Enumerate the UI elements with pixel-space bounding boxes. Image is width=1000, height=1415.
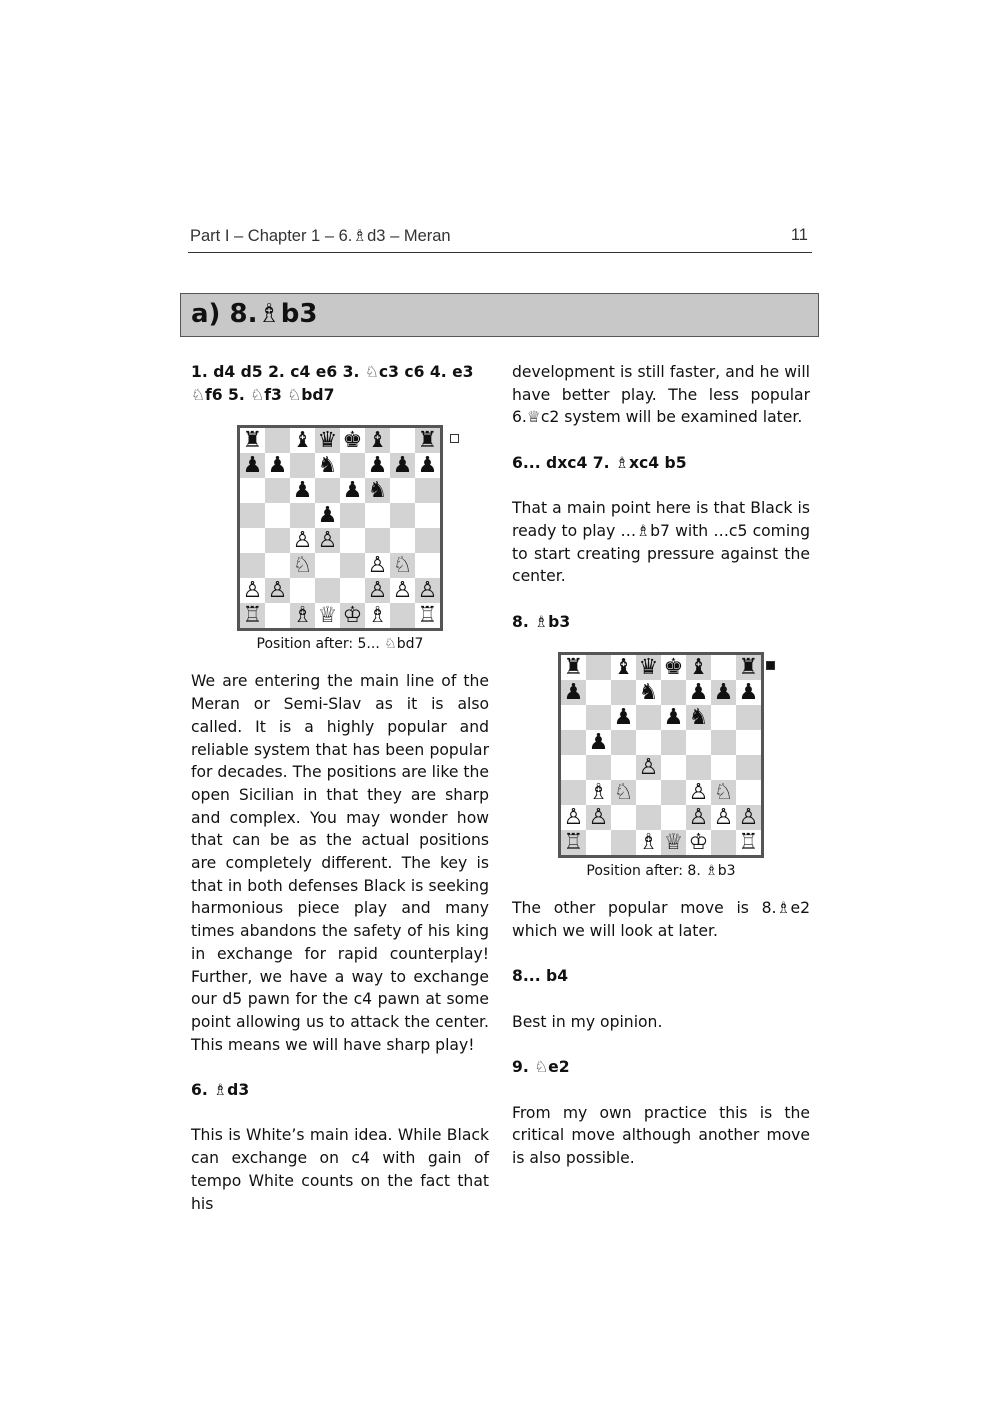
square-f4 bbox=[365, 528, 390, 553]
square-g8 bbox=[711, 655, 736, 680]
square-c2 bbox=[290, 578, 315, 603]
square-a3 bbox=[561, 780, 586, 805]
square-d8: ♛ bbox=[636, 655, 661, 680]
square-h4 bbox=[415, 528, 440, 553]
header-title: Part I – Chapter 1 – 6.♗d3 – Meran bbox=[190, 227, 451, 245]
square-c3: ♘ bbox=[611, 780, 636, 805]
square-b4 bbox=[265, 528, 290, 553]
square-f3: ♙ bbox=[686, 780, 711, 805]
square-b3 bbox=[265, 553, 290, 578]
black-to-move-indicator bbox=[766, 661, 775, 670]
chess-diagram-1 bbox=[237, 425, 443, 631]
square-h6 bbox=[736, 705, 761, 730]
square-d5 bbox=[636, 730, 661, 755]
square-h8: ♜ bbox=[736, 655, 761, 680]
chess-diagram-2 bbox=[558, 652, 764, 858]
square-g8 bbox=[390, 428, 415, 453]
square-c7 bbox=[611, 680, 636, 705]
right-column bbox=[512, 361, 810, 1170]
square-f2: ♙ bbox=[686, 805, 711, 830]
square-h3 bbox=[415, 553, 440, 578]
square-b4 bbox=[586, 755, 611, 780]
square-f8: ♝ bbox=[365, 428, 390, 453]
square-b1 bbox=[586, 830, 611, 855]
square-a8: ♜ bbox=[240, 428, 265, 453]
square-e8: ♚ bbox=[340, 428, 365, 453]
square-e1: ♕ bbox=[661, 830, 686, 855]
square-a1: ♖ bbox=[561, 830, 586, 855]
square-f8: ♝ bbox=[686, 655, 711, 680]
square-e4 bbox=[340, 528, 365, 553]
square-b3: ♗ bbox=[586, 780, 611, 805]
square-a6 bbox=[561, 705, 586, 730]
paragraph-main-point: That a main point here is that Black is ready to play …♗b7 with …c5 coming to start creating pressure against the center. bbox=[512, 499, 810, 586]
square-c1 bbox=[611, 830, 636, 855]
square-d8: ♛ bbox=[315, 428, 340, 453]
square-e7 bbox=[340, 453, 365, 478]
square-d6 bbox=[315, 478, 340, 503]
paragraph-other-move: The other popular move is 8.♗e2 which we will look at later. bbox=[512, 899, 810, 941]
chess-board-1 bbox=[237, 425, 443, 631]
square-h1: ♖ bbox=[415, 603, 440, 628]
running-header bbox=[188, 226, 812, 253]
square-d3 bbox=[315, 553, 340, 578]
square-c4: ♙ bbox=[290, 528, 315, 553]
square-h8: ♜ bbox=[415, 428, 440, 453]
square-c8: ♝ bbox=[611, 655, 636, 680]
square-b1 bbox=[265, 603, 290, 628]
square-c8: ♝ bbox=[290, 428, 315, 453]
square-g1 bbox=[390, 603, 415, 628]
square-a7: ♟ bbox=[561, 680, 586, 705]
square-g4 bbox=[390, 528, 415, 553]
square-h5 bbox=[736, 730, 761, 755]
square-h7: ♟ bbox=[736, 680, 761, 705]
square-a4 bbox=[561, 755, 586, 780]
move-6-bd3: 6. ♗d3 bbox=[191, 1081, 250, 1100]
diagram2-caption: Position after: 8. ♗b3 bbox=[586, 863, 736, 880]
square-g3: ♘ bbox=[711, 780, 736, 805]
square-h6 bbox=[415, 478, 440, 503]
diagram1-caption: Position after: 5... ♘bd7 bbox=[256, 636, 424, 653]
square-h3 bbox=[736, 780, 761, 805]
square-d7: ♞ bbox=[315, 453, 340, 478]
square-f6: ♞ bbox=[686, 705, 711, 730]
square-a7: ♟ bbox=[240, 453, 265, 478]
square-d4: ♙ bbox=[315, 528, 340, 553]
square-a6 bbox=[240, 478, 265, 503]
move-9-ne2: 9. ♘e2 bbox=[512, 1058, 570, 1077]
square-e3 bbox=[340, 553, 365, 578]
square-e2 bbox=[661, 805, 686, 830]
page-number: 11 bbox=[790, 226, 808, 244]
square-f5 bbox=[686, 730, 711, 755]
square-f1: ♔ bbox=[686, 830, 711, 855]
white-to-move-indicator bbox=[450, 434, 459, 443]
square-e5 bbox=[661, 730, 686, 755]
move-8-bb3: 8. ♗b3 bbox=[512, 612, 571, 631]
square-e8: ♚ bbox=[661, 655, 686, 680]
square-e3 bbox=[661, 780, 686, 805]
section-title: a) 8.♗b3 bbox=[191, 299, 318, 329]
square-e2 bbox=[340, 578, 365, 603]
square-f4 bbox=[686, 755, 711, 780]
square-c4 bbox=[611, 755, 636, 780]
square-a2: ♙ bbox=[561, 805, 586, 830]
square-e7 bbox=[661, 680, 686, 705]
square-h4 bbox=[736, 755, 761, 780]
square-a5 bbox=[561, 730, 586, 755]
paragraph-practice: From my own practice this is the critical move although another move is also possible. bbox=[512, 1103, 810, 1168]
square-a2: ♙ bbox=[240, 578, 265, 603]
square-e6: ♟ bbox=[340, 478, 365, 503]
square-h7: ♟ bbox=[415, 453, 440, 478]
square-e5 bbox=[340, 503, 365, 528]
square-c3: ♘ bbox=[290, 553, 315, 578]
square-c5 bbox=[290, 503, 315, 528]
square-g2: ♙ bbox=[711, 805, 736, 830]
square-c6: ♟ bbox=[611, 705, 636, 730]
square-b5 bbox=[265, 503, 290, 528]
square-b6 bbox=[586, 705, 611, 730]
square-d4: ♙ bbox=[636, 755, 661, 780]
square-f3: ♙ bbox=[365, 553, 390, 578]
square-b8 bbox=[586, 655, 611, 680]
square-d5: ♟ bbox=[315, 503, 340, 528]
square-g2: ♙ bbox=[390, 578, 415, 603]
left-column bbox=[191, 361, 489, 1215]
square-g1 bbox=[711, 830, 736, 855]
square-b8 bbox=[265, 428, 290, 453]
square-a5 bbox=[240, 503, 265, 528]
square-g7: ♟ bbox=[390, 453, 415, 478]
square-a1: ♖ bbox=[240, 603, 265, 628]
paragraph-main-idea: This is White’s main idea. While Black can exchange on c4 with gain of tempo White counts on the fact that his bbox=[191, 1126, 489, 1213]
square-f5 bbox=[365, 503, 390, 528]
square-h2: ♙ bbox=[736, 805, 761, 830]
square-b2: ♙ bbox=[586, 805, 611, 830]
square-g4 bbox=[711, 755, 736, 780]
move-6-dxc4: 6... dxc4 7. ♗xc4 b5 bbox=[512, 453, 687, 472]
square-d2 bbox=[636, 805, 661, 830]
square-f2: ♙ bbox=[365, 578, 390, 603]
paragraph-meran-intro: We are entering the main line of the Meran or Semi-Slav as it is also called. It is a highly popular and reliable system that has been popular for decades. The positions are like the open Sicilian in that they are sharp and complex. You may wonder how that can be as the actual positions are completely different. The key is that in both defenses Black is seeking harmonious piece play and many times abandons the safety of his king in exchange for rapid counterplay! Further, we have a way to exchange our d5 pawn for the c4 pawn at some point allowing us to attack the center. This means we will have sharp play! bbox=[191, 672, 489, 1054]
square-a4 bbox=[240, 528, 265, 553]
paragraph-best: Best in my opinion. bbox=[512, 1012, 663, 1031]
square-f7: ♟ bbox=[365, 453, 390, 478]
chess-board-2 bbox=[558, 652, 764, 858]
square-d3 bbox=[636, 780, 661, 805]
square-d6 bbox=[636, 705, 661, 730]
square-f7: ♟ bbox=[686, 680, 711, 705]
moves-intro: 1. d4 d5 2. c4 e6 3. ♘c3 c6 4. e3 ♘f6 5. ♘f3 ♘bd7 bbox=[191, 363, 474, 404]
square-b2: ♙ bbox=[265, 578, 290, 603]
square-c6: ♟ bbox=[290, 478, 315, 503]
square-g7: ♟ bbox=[711, 680, 736, 705]
square-g6 bbox=[390, 478, 415, 503]
square-b5: ♟ bbox=[586, 730, 611, 755]
paragraph-development: development is still faster, and he will have better play. The less popular 6.♕c2 system will be examined later. bbox=[512, 363, 810, 427]
square-d1: ♕ bbox=[315, 603, 340, 628]
move-8-b4: 8... b4 bbox=[512, 967, 569, 986]
square-d2 bbox=[315, 578, 340, 603]
square-e4 bbox=[661, 755, 686, 780]
square-g3: ♘ bbox=[390, 553, 415, 578]
square-a3 bbox=[240, 553, 265, 578]
square-b6 bbox=[265, 478, 290, 503]
square-h2: ♙ bbox=[415, 578, 440, 603]
square-h1: ♖ bbox=[736, 830, 761, 855]
square-g6 bbox=[711, 705, 736, 730]
square-f6: ♞ bbox=[365, 478, 390, 503]
square-c2 bbox=[611, 805, 636, 830]
square-d1: ♗ bbox=[636, 830, 661, 855]
square-c5 bbox=[611, 730, 636, 755]
square-c7 bbox=[290, 453, 315, 478]
square-e1: ♔ bbox=[340, 603, 365, 628]
square-e6: ♟ bbox=[661, 705, 686, 730]
section-heading-box bbox=[180, 293, 819, 337]
square-d7: ♞ bbox=[636, 680, 661, 705]
square-g5 bbox=[390, 503, 415, 528]
square-b7 bbox=[586, 680, 611, 705]
square-c1: ♗ bbox=[290, 603, 315, 628]
square-a8: ♜ bbox=[561, 655, 586, 680]
square-f1: ♗ bbox=[365, 603, 390, 628]
square-b7: ♟ bbox=[265, 453, 290, 478]
square-h5 bbox=[415, 503, 440, 528]
square-g5 bbox=[711, 730, 736, 755]
